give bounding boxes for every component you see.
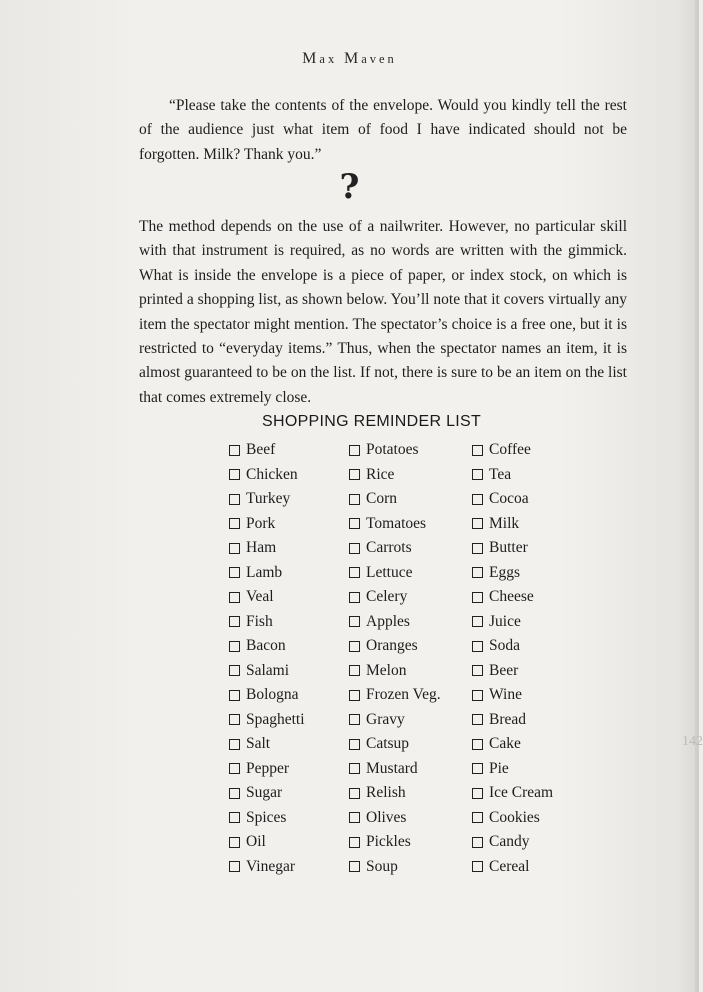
page-edge	[695, 0, 699, 992]
list-item	[472, 610, 553, 635]
list-item-label: Juice	[489, 612, 521, 630]
checkbox-icon	[229, 763, 240, 774]
checkbox-icon	[472, 469, 483, 480]
list-item	[349, 463, 441, 488]
checkbox-icon	[349, 714, 360, 725]
list-item-label: Lamb	[246, 563, 283, 581]
checkbox-icon	[349, 616, 360, 627]
list-item-label: Sugar	[246, 784, 283, 801]
running-header	[0, 50, 699, 68]
list-item	[349, 487, 441, 512]
list-item-label: Pepper	[246, 759, 290, 777]
shopping-list-column-2	[349, 438, 441, 879]
checkbox-icon	[349, 690, 360, 701]
checkbox-icon	[229, 861, 240, 872]
shopping-list-title: SHOPPING REMINDER LIST	[262, 413, 482, 430]
list-item-label: Salami	[246, 661, 290, 679]
list-item	[229, 659, 305, 684]
list-item	[349, 806, 441, 831]
list-item	[472, 536, 553, 561]
list-item-label: Catsup	[366, 735, 410, 752]
list-item-label: Apples	[366, 612, 410, 630]
checkbox-icon	[472, 445, 483, 456]
checkbox-icon	[229, 567, 240, 578]
checkbox-icon	[349, 812, 360, 823]
list-item	[472, 487, 553, 512]
list-item	[472, 561, 553, 586]
checkbox-icon	[229, 592, 240, 603]
checkbox-icon	[472, 494, 483, 505]
checkbox-icon	[472, 592, 483, 603]
checkbox-icon	[229, 788, 240, 799]
checkbox-icon	[229, 641, 240, 652]
checkbox-icon	[472, 518, 483, 529]
checkbox-icon	[349, 567, 360, 578]
list-item	[349, 561, 441, 586]
checkbox-icon	[349, 837, 360, 848]
list-item	[472, 732, 553, 757]
list-item	[229, 585, 305, 610]
list-item-label: Beer	[489, 661, 519, 679]
list-item-label: Cookies	[489, 808, 540, 826]
list-item	[229, 512, 305, 537]
list-item-label: Oil	[246, 833, 266, 850]
checkbox-icon	[472, 763, 483, 774]
checkbox-icon	[229, 616, 240, 627]
list-item-label: Carrots	[366, 539, 412, 556]
list-item	[349, 659, 441, 684]
checkbox-icon	[349, 543, 360, 554]
list-item	[229, 610, 305, 635]
checkbox-icon	[472, 641, 483, 652]
list-item-label: Bacon	[246, 637, 286, 654]
list-item-label: Salt	[246, 735, 271, 752]
list-item-label: Turkey	[246, 490, 291, 507]
list-item	[349, 732, 441, 757]
checkbox-icon	[472, 690, 483, 701]
checkbox-icon	[229, 469, 240, 480]
list-item-label: Olives	[366, 808, 407, 826]
list-item	[229, 781, 305, 806]
checkbox-icon	[472, 837, 483, 848]
list-item	[349, 438, 441, 463]
list-item-label: Rice	[366, 465, 395, 483]
list-item	[472, 634, 553, 659]
shopping-list-column-3	[472, 438, 553, 879]
checkbox-icon	[229, 739, 240, 750]
checkbox-icon	[349, 592, 360, 603]
checkbox-icon	[229, 837, 240, 848]
list-item	[472, 757, 553, 782]
list-item	[349, 585, 441, 610]
checkbox-icon	[349, 518, 360, 529]
list-item-label: Veal	[246, 588, 274, 605]
checkbox-icon	[472, 714, 483, 725]
header-initial: M	[343, 50, 362, 67]
paragraph-quote: “Please take the contents of the envelope. Would you kindly tell the rest of the audience just what item of food I have indicated should not be forgotten. Milk? Thank you.”	[139, 97, 627, 163]
list-item	[349, 683, 441, 708]
list-item	[229, 708, 305, 733]
header-initial: M	[302, 50, 320, 67]
list-item-label: Lettuce	[366, 563, 413, 581]
list-item-label: Fish	[246, 612, 273, 630]
list-item-label: Vinegar	[246, 857, 295, 875]
checkbox-icon	[349, 469, 360, 480]
checkbox-icon	[229, 543, 240, 554]
checkbox-icon	[472, 788, 483, 799]
list-item	[349, 536, 441, 561]
list-item-label: Bread	[489, 710, 527, 728]
list-item	[472, 806, 553, 831]
list-item	[472, 585, 553, 610]
list-item	[229, 634, 305, 659]
list-item-label: Coffee	[489, 441, 531, 458]
list-item	[229, 757, 305, 782]
list-item-label: Cereal	[489, 857, 530, 875]
list-item-label: Spices	[246, 808, 287, 826]
list-item-label: Tea	[489, 465, 512, 483]
checkbox-icon	[349, 665, 360, 676]
list-item-label: Spaghetti	[246, 710, 305, 728]
list-item-label: Celery	[366, 588, 408, 605]
list-item	[229, 561, 305, 586]
list-item-label: Milk	[489, 514, 520, 532]
list-item	[349, 512, 441, 537]
list-item-label: Oranges	[366, 637, 418, 654]
list-item	[229, 806, 305, 831]
paragraph-method: The method depends on the use of a nailwriter. However, no particular skill with that instrument is required, as no words are written with the gimmick. What is inside the envelope is a piece of paper, or index stock, on which is printed a shopping list, as shown below. You’ll note that it covers virtually any item the spectator might mention. The spectator’s choice is a free one, but it is restricted to “everyday items.” Thus, when the spectator names an item, it is almost guaranteed to be on the list. If not, there is sure to be an item on the list that comes extremely close.	[139, 218, 627, 406]
checkbox-icon	[229, 714, 240, 725]
checkbox-icon	[472, 543, 483, 554]
list-item	[349, 757, 441, 782]
checkbox-icon	[349, 739, 360, 750]
checkbox-icon	[229, 665, 240, 676]
list-item-label: Frozen Veg.	[366, 686, 441, 703]
list-item-label: Gravy	[366, 710, 405, 728]
list-item	[349, 610, 441, 635]
list-item	[472, 855, 553, 880]
list-item-label: Bologna	[246, 686, 299, 703]
list-item-label: Relish	[366, 784, 406, 801]
list-item-label: Wine	[489, 686, 522, 703]
list-item	[229, 463, 305, 488]
list-item-label: Mustard	[366, 759, 418, 777]
list-item-label: Chicken	[246, 465, 298, 483]
list-item-label: Butter	[489, 539, 528, 556]
checkbox-icon	[472, 616, 483, 627]
list-item-label: Cake	[489, 735, 521, 752]
checkbox-icon	[229, 494, 240, 505]
checkbox-icon	[349, 763, 360, 774]
checkbox-icon	[472, 861, 483, 872]
list-item	[229, 855, 305, 880]
margin-page-number: 142	[682, 734, 703, 749]
list-item	[229, 683, 305, 708]
list-item	[349, 781, 441, 806]
list-item-label: Cheese	[489, 588, 534, 605]
list-item-label: Eggs	[489, 563, 520, 581]
list-item	[349, 708, 441, 733]
checkbox-icon	[472, 665, 483, 676]
checkbox-icon	[349, 861, 360, 872]
list-item-label: Corn	[366, 490, 397, 507]
list-item	[229, 732, 305, 757]
list-item	[229, 487, 305, 512]
checkbox-icon	[472, 739, 483, 750]
list-item	[349, 830, 441, 855]
header-text: aven	[361, 52, 397, 66]
checkbox-icon	[349, 494, 360, 505]
list-item	[229, 830, 305, 855]
checkbox-icon	[229, 690, 240, 701]
checkbox-icon	[229, 445, 240, 456]
checkbox-icon	[349, 445, 360, 456]
list-item-label: Candy	[489, 833, 530, 850]
list-item-label: Cocoa	[489, 490, 529, 507]
checkbox-icon	[229, 518, 240, 529]
list-item	[472, 438, 553, 463]
list-item-label: Pork	[246, 514, 276, 532]
list-item	[349, 855, 441, 880]
list-item	[472, 683, 553, 708]
list-item-label: Tomatoes	[366, 514, 427, 532]
checkbox-icon	[472, 812, 483, 823]
checkbox-icon	[349, 641, 360, 652]
list-item	[472, 463, 553, 488]
list-item-label: Soda	[489, 637, 520, 654]
list-item	[472, 708, 553, 733]
list-item	[229, 536, 305, 561]
list-item	[472, 781, 553, 806]
list-item	[229, 438, 305, 463]
checkbox-icon	[349, 788, 360, 799]
list-item	[472, 512, 553, 537]
list-item-label: Beef	[246, 441, 276, 458]
list-item	[349, 634, 441, 659]
checkbox-icon	[229, 812, 240, 823]
header-text: ax	[319, 52, 338, 66]
list-item	[472, 659, 553, 684]
checkbox-icon	[472, 567, 483, 578]
list-item-label: Ham	[246, 539, 277, 556]
list-item-label: Potatoes	[366, 441, 419, 458]
question-mark-separator: ?	[339, 167, 360, 207]
list-item-label: Ice Cream	[489, 784, 554, 801]
list-item-label: Pickles	[366, 833, 411, 850]
list-item-label: Pie	[489, 759, 509, 777]
list-item-label: Soup	[366, 857, 398, 875]
list-item-label: Melon	[366, 661, 407, 679]
list-item	[472, 830, 553, 855]
shopping-list-column-1	[229, 438, 305, 879]
